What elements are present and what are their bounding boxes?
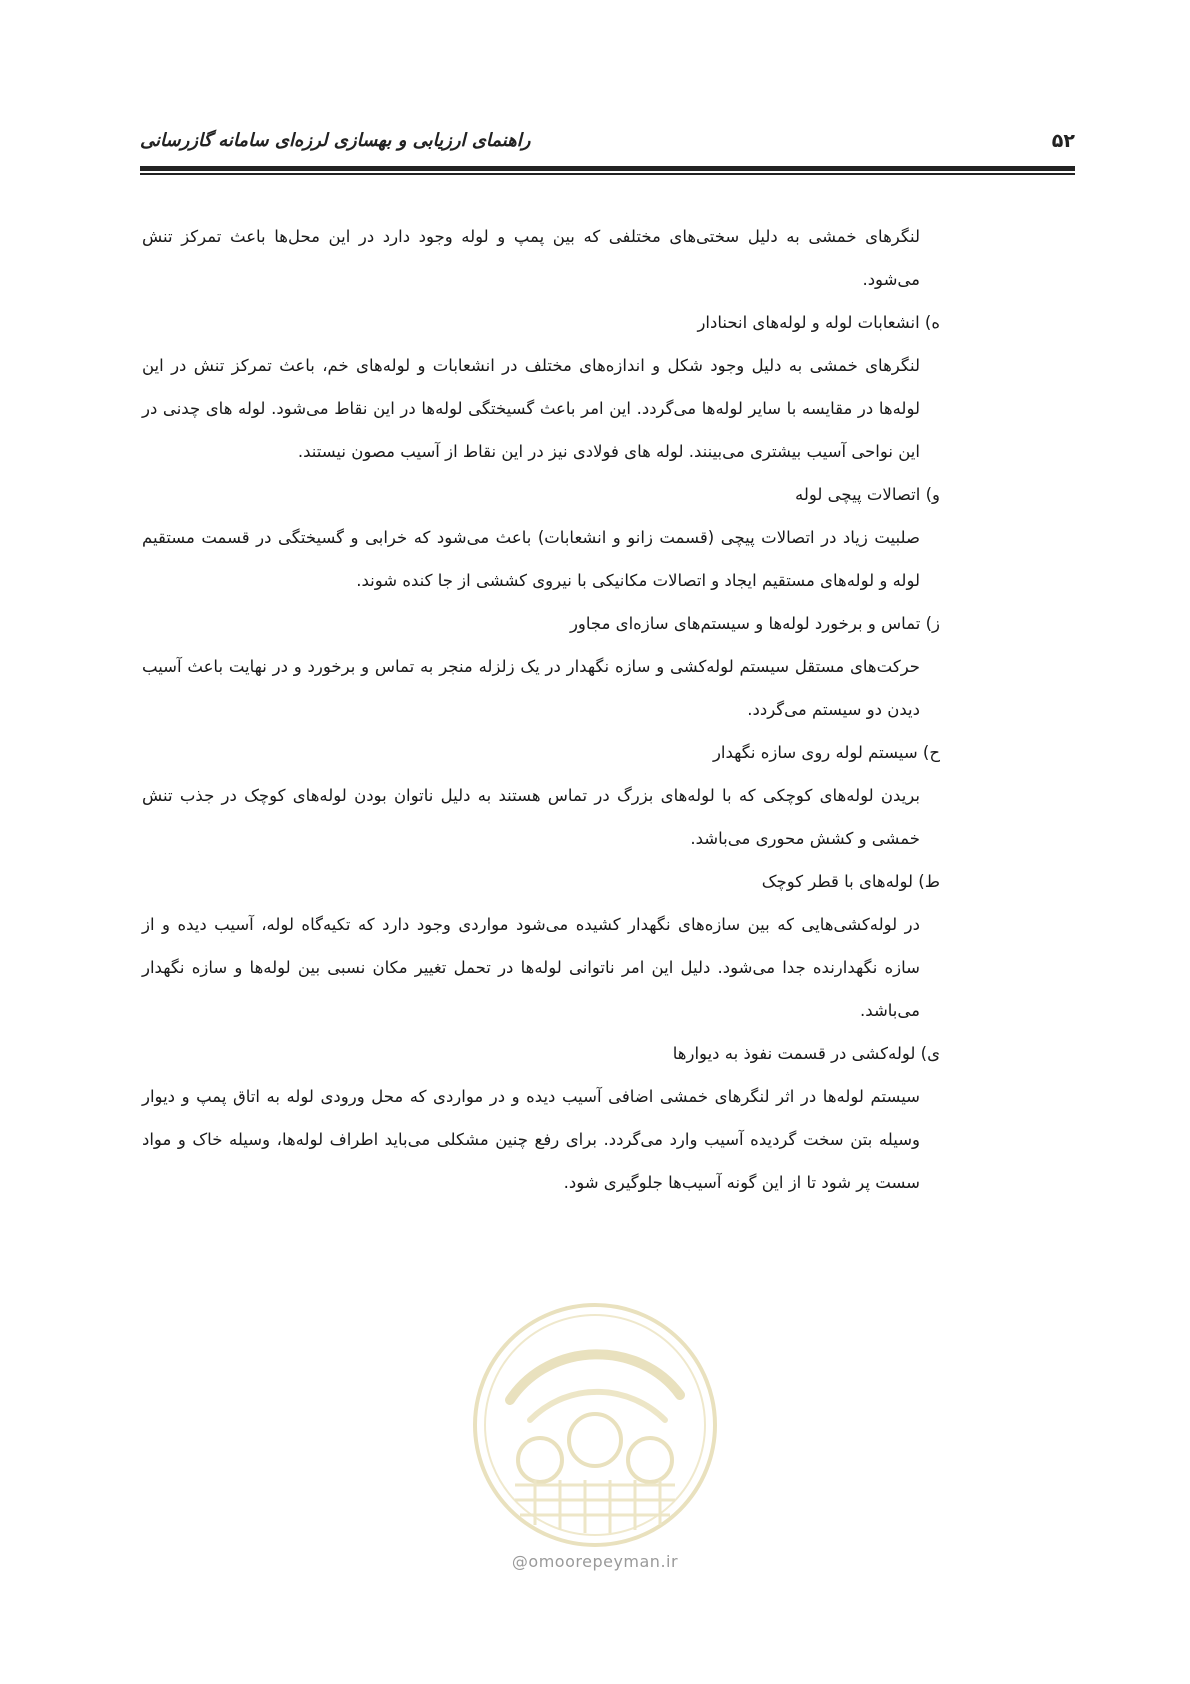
paragraph-contact: حرکت‌های مستقل سیستم لوله‌کشی و سازه نگهدار در یک زلزله منجر به تماس و برخورد و در نهایت باعث آسیب دیدن دو سیستم می‌گردد. [142, 657, 920, 719]
running-header [140, 122, 1075, 162]
heading-h-branches: ه) انشعابات لوله و لوله‌های انحنادار [697, 313, 940, 332]
paragraph-small-diameter: در لوله‌کشی‌هایی که بین سازه‌های نگهدار کشیده می‌شود مواردی وجود دارد که تکیه‌گاه لوله، آسیب دیده و از سازه نگهدارنده جدا می‌شود. دلیل این امر ناتوانی لوله‌ها در تحمل تغییر مکان نسبی بین لوله‌ها و سازه نگهدار می‌باشد. [142, 915, 920, 1020]
paragraph-threaded-joints: صلبیت زیاد در اتصالات پیچی (قسمت زانو و انشعابات) باعث می‌شود که خرابی و گسیختگی در قسمت مستقیم لوله و لوله‌های مستقیم ایجاد و اتصالات مکانیکی با نیروی کششی از جا کنده شوند. [142, 528, 920, 590]
watermark-logo [470, 1300, 720, 1550]
page-body [142, 215, 940, 1204]
watermark-url: @omoorepeyman.ir [511, 1552, 679, 1571]
paragraph-wall-penetration: سیستم لوله‌ها در اثر لنگرهای خمشی اضافی آسیب دیده و در مواردی که محل ورودی لوله به اتاق پمپ و دیوار وسیله بتن سخت گردیده آسیب وارد می‌گردد. برای رفع چنین مشکلی می‌باید اطراف لوله‌ها، وسیله خاک و مواد سست پر شود تا از این گونه آسیب‌ها جلوگیری شود. [142, 1087, 920, 1192]
paragraph-branches: لنگرهای خمشی به دلیل وجود شکل و اندازه‌های مختلف در انشعابات و لوله‌های خم، باعث تمرکز تنش در این لوله‌ها در مقایسه با سایر لوله‌ها می‌گردد. این امر باعث گسیختگی لوله‌ها در این نقاط می‌شود. لوله های چدنی در این نواحی آسیب بیشتری می‌بینند. لوله های فولادی نیز در این نقاط از آسیب مصون نیستند. [142, 356, 920, 461]
heading-t-small-diameter: ط) لوله‌های با قطر کوچک [761, 872, 940, 891]
running-header-title: راهنمای ارزیابی و بهسازی لرزه‌ای سامانه گازرسانی [140, 130, 531, 151]
header-rule-thick [140, 166, 1075, 171]
paragraph-pipe-on-support: بریدن لوله‌های کوچکی که با لوله‌های بزرگ در تماس هستند به دلیل ناتوان بودن لوله‌های کوچک در جذب تنش خمشی و کشش محوری می‌باشد. [142, 786, 920, 848]
heading-y-wall-penetration: ی) لوله‌کشی در قسمت نفوذ به دیوارها [672, 1044, 940, 1063]
heading-h2-pipe-on-support: ح) سیستم لوله روی سازه نگهدار [712, 743, 940, 762]
page-number: ۵۲ [1051, 130, 1075, 152]
heading-v-threaded-joints: و) اتصالات پیچی لوله [795, 485, 940, 504]
header-rule-thin [140, 173, 1075, 175]
paragraph-pump-pipe-stress: لنگرهای خمشی به دلیل سختی‌های مختلفی که بین پمپ و لوله وجود دارد در این محل‌ها باعث تمرکز تنش می‌شود. [142, 227, 920, 289]
heading-z-contact: ز) تماس و برخورد لوله‌ها و سیستم‌های سازه‌ای مجاور [569, 614, 940, 633]
